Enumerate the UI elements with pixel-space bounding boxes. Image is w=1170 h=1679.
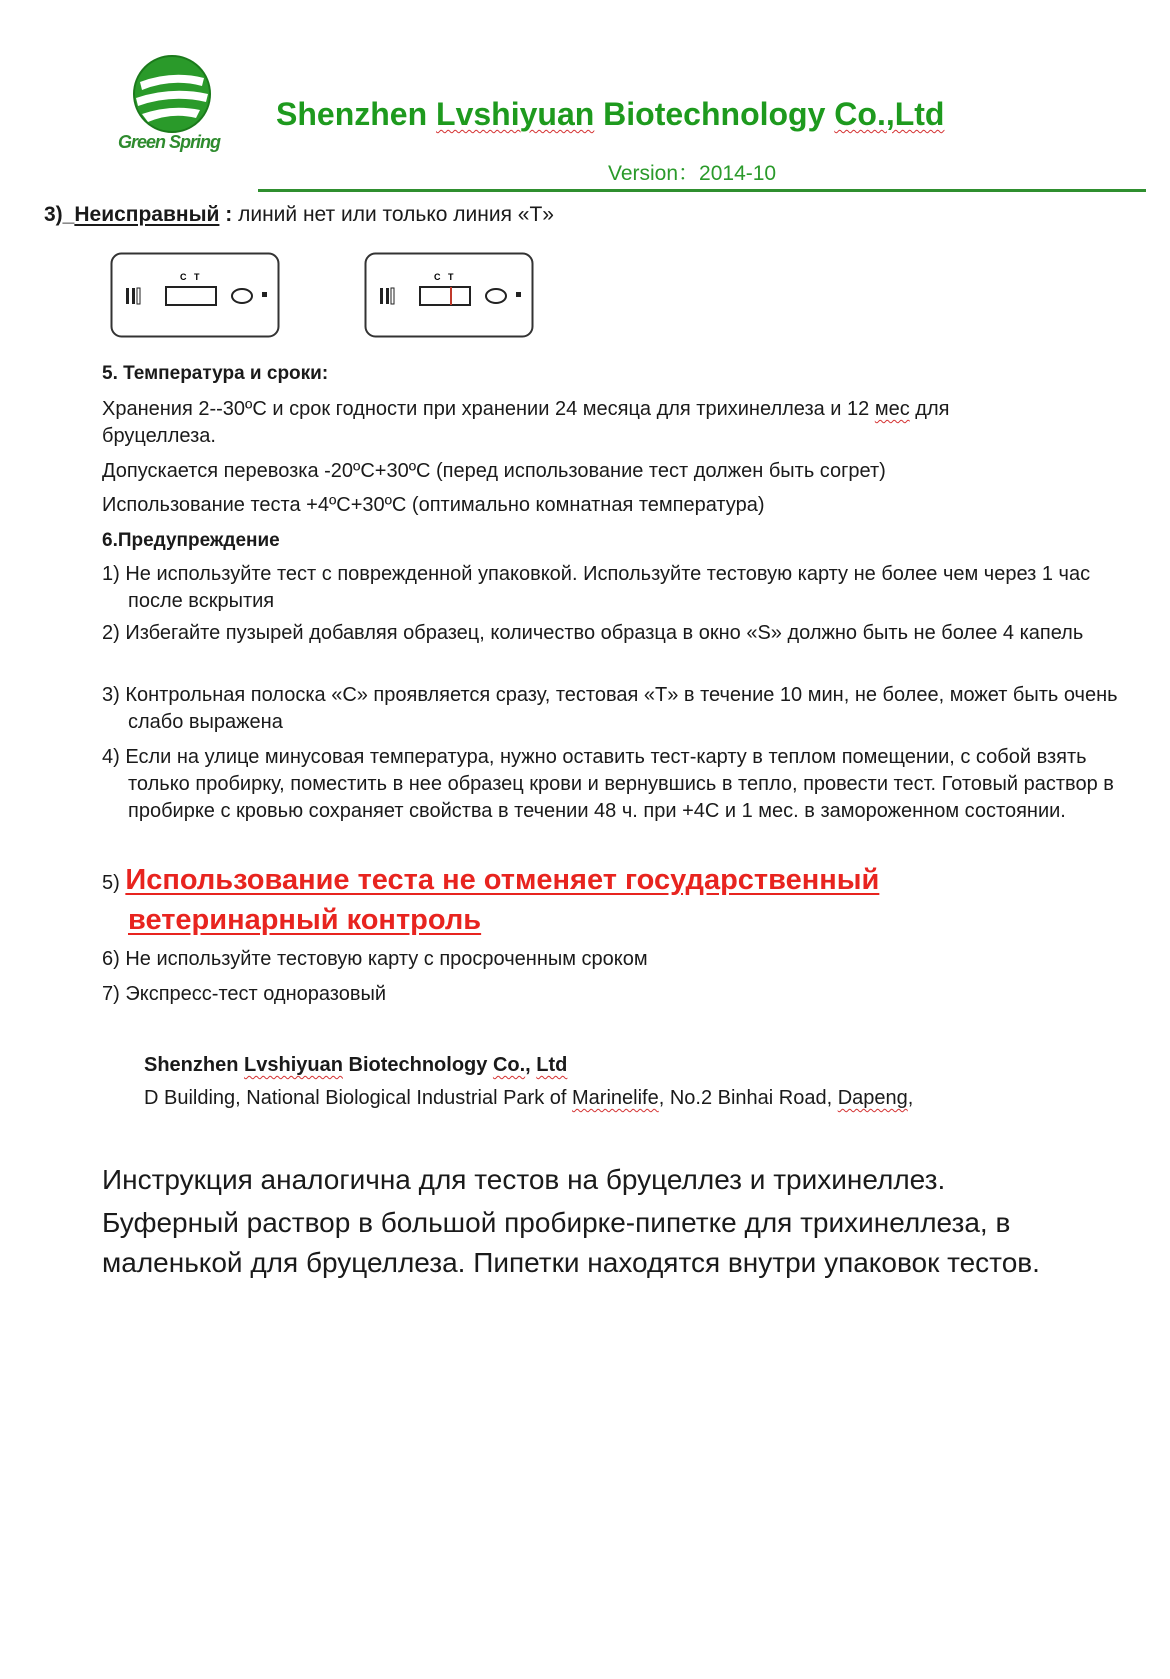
note-line: Инструкция аналогична для тестов на бруцеллез и трихинеллез. [102, 1164, 946, 1195]
card-c-label: C [434, 272, 441, 282]
section-heading: 6.Предупреждение [102, 530, 280, 551]
list-item: 6) Не используйте тестовую карту с просроченным сроком [102, 948, 648, 970]
note-paragraph: Буферный раствор в большой пробирке-пипетке для трихинеллеза, в маленькой для бруцеллеза. Пипетки находятся внутри упаковок тестов. [102, 1207, 1040, 1278]
storage-paragraph: Хранения 2--30ºC и срок годности при хранении 24 месяца для трихинеллеза и 12 мес для бруцеллеза. [102, 398, 950, 447]
usage-temp-paragraph: Использование теста +4ºC+30ºC (оптимально комнатная температура) [102, 494, 765, 516]
test-card-diagram [364, 252, 534, 338]
version-label: Version：2014-10 [608, 162, 777, 185]
card-t-label: T [194, 272, 200, 282]
list-item-warning: 5) Использование теста не отменяет государственный ветеринарный контроль [102, 864, 880, 936]
list-item: 2) Избегайте пузырей добавляя образец, количество образца в окно «S» должно быть не более 4 капель [102, 622, 1084, 644]
section-heading: 5. Температура и сроки: [102, 363, 329, 384]
header-divider [258, 189, 1146, 192]
card-t-label: T [448, 272, 454, 282]
transport-paragraph: Допускается перевозка -20ºC+30ºC (перед использование тест должен быть согрет) [102, 460, 886, 482]
footer-address: D Building, National Biological Industrial Park of Marinelife, No.2 Binhai Road, Dapeng, [144, 1087, 914, 1109]
footer-company-name: Shenzhen Lvshiyuan Biotechnology Co., Ltd [144, 1054, 568, 1076]
invalid-result-line: 3)_Неисправный : линий нет или только линия «T» [44, 203, 554, 226]
logo-text: Green Spring [118, 132, 221, 152]
list-item: 1) Не используйте тест с поврежденной упаковкой. Используйте тестовую карту не более чем через 1 час после вскрытия [102, 563, 1091, 612]
test-card-diagram [110, 252, 280, 338]
list-item: 4) Если на улице минусовая температура, нужно оставить тест-карту в теплом помещении, с собой взять только пробирку, поместить в нее образец крови и вернувшись в тепло, провести тест. Готовый раствор в пробирке с кровью сохраняет свойства в течении 48 ч. при +4С и 1 мес. в замороженном состоянии. [102, 746, 1114, 822]
warning-text: Использование теста не отменяет государственный ветеринарный контроль [125, 864, 880, 936]
list-item: 3) Контрольная полоска «C» проявляется сразу, тестовая «T» в течение 10 мин, не более, может быть очень слабо выражена [102, 684, 1118, 733]
list-item: 7) Экспресс-тест одноразовый [102, 983, 387, 1005]
card-c-label: C [180, 272, 187, 282]
company-title: Shenzhen Lvshiyuan Biotechnology Co.,Ltd [276, 96, 945, 132]
